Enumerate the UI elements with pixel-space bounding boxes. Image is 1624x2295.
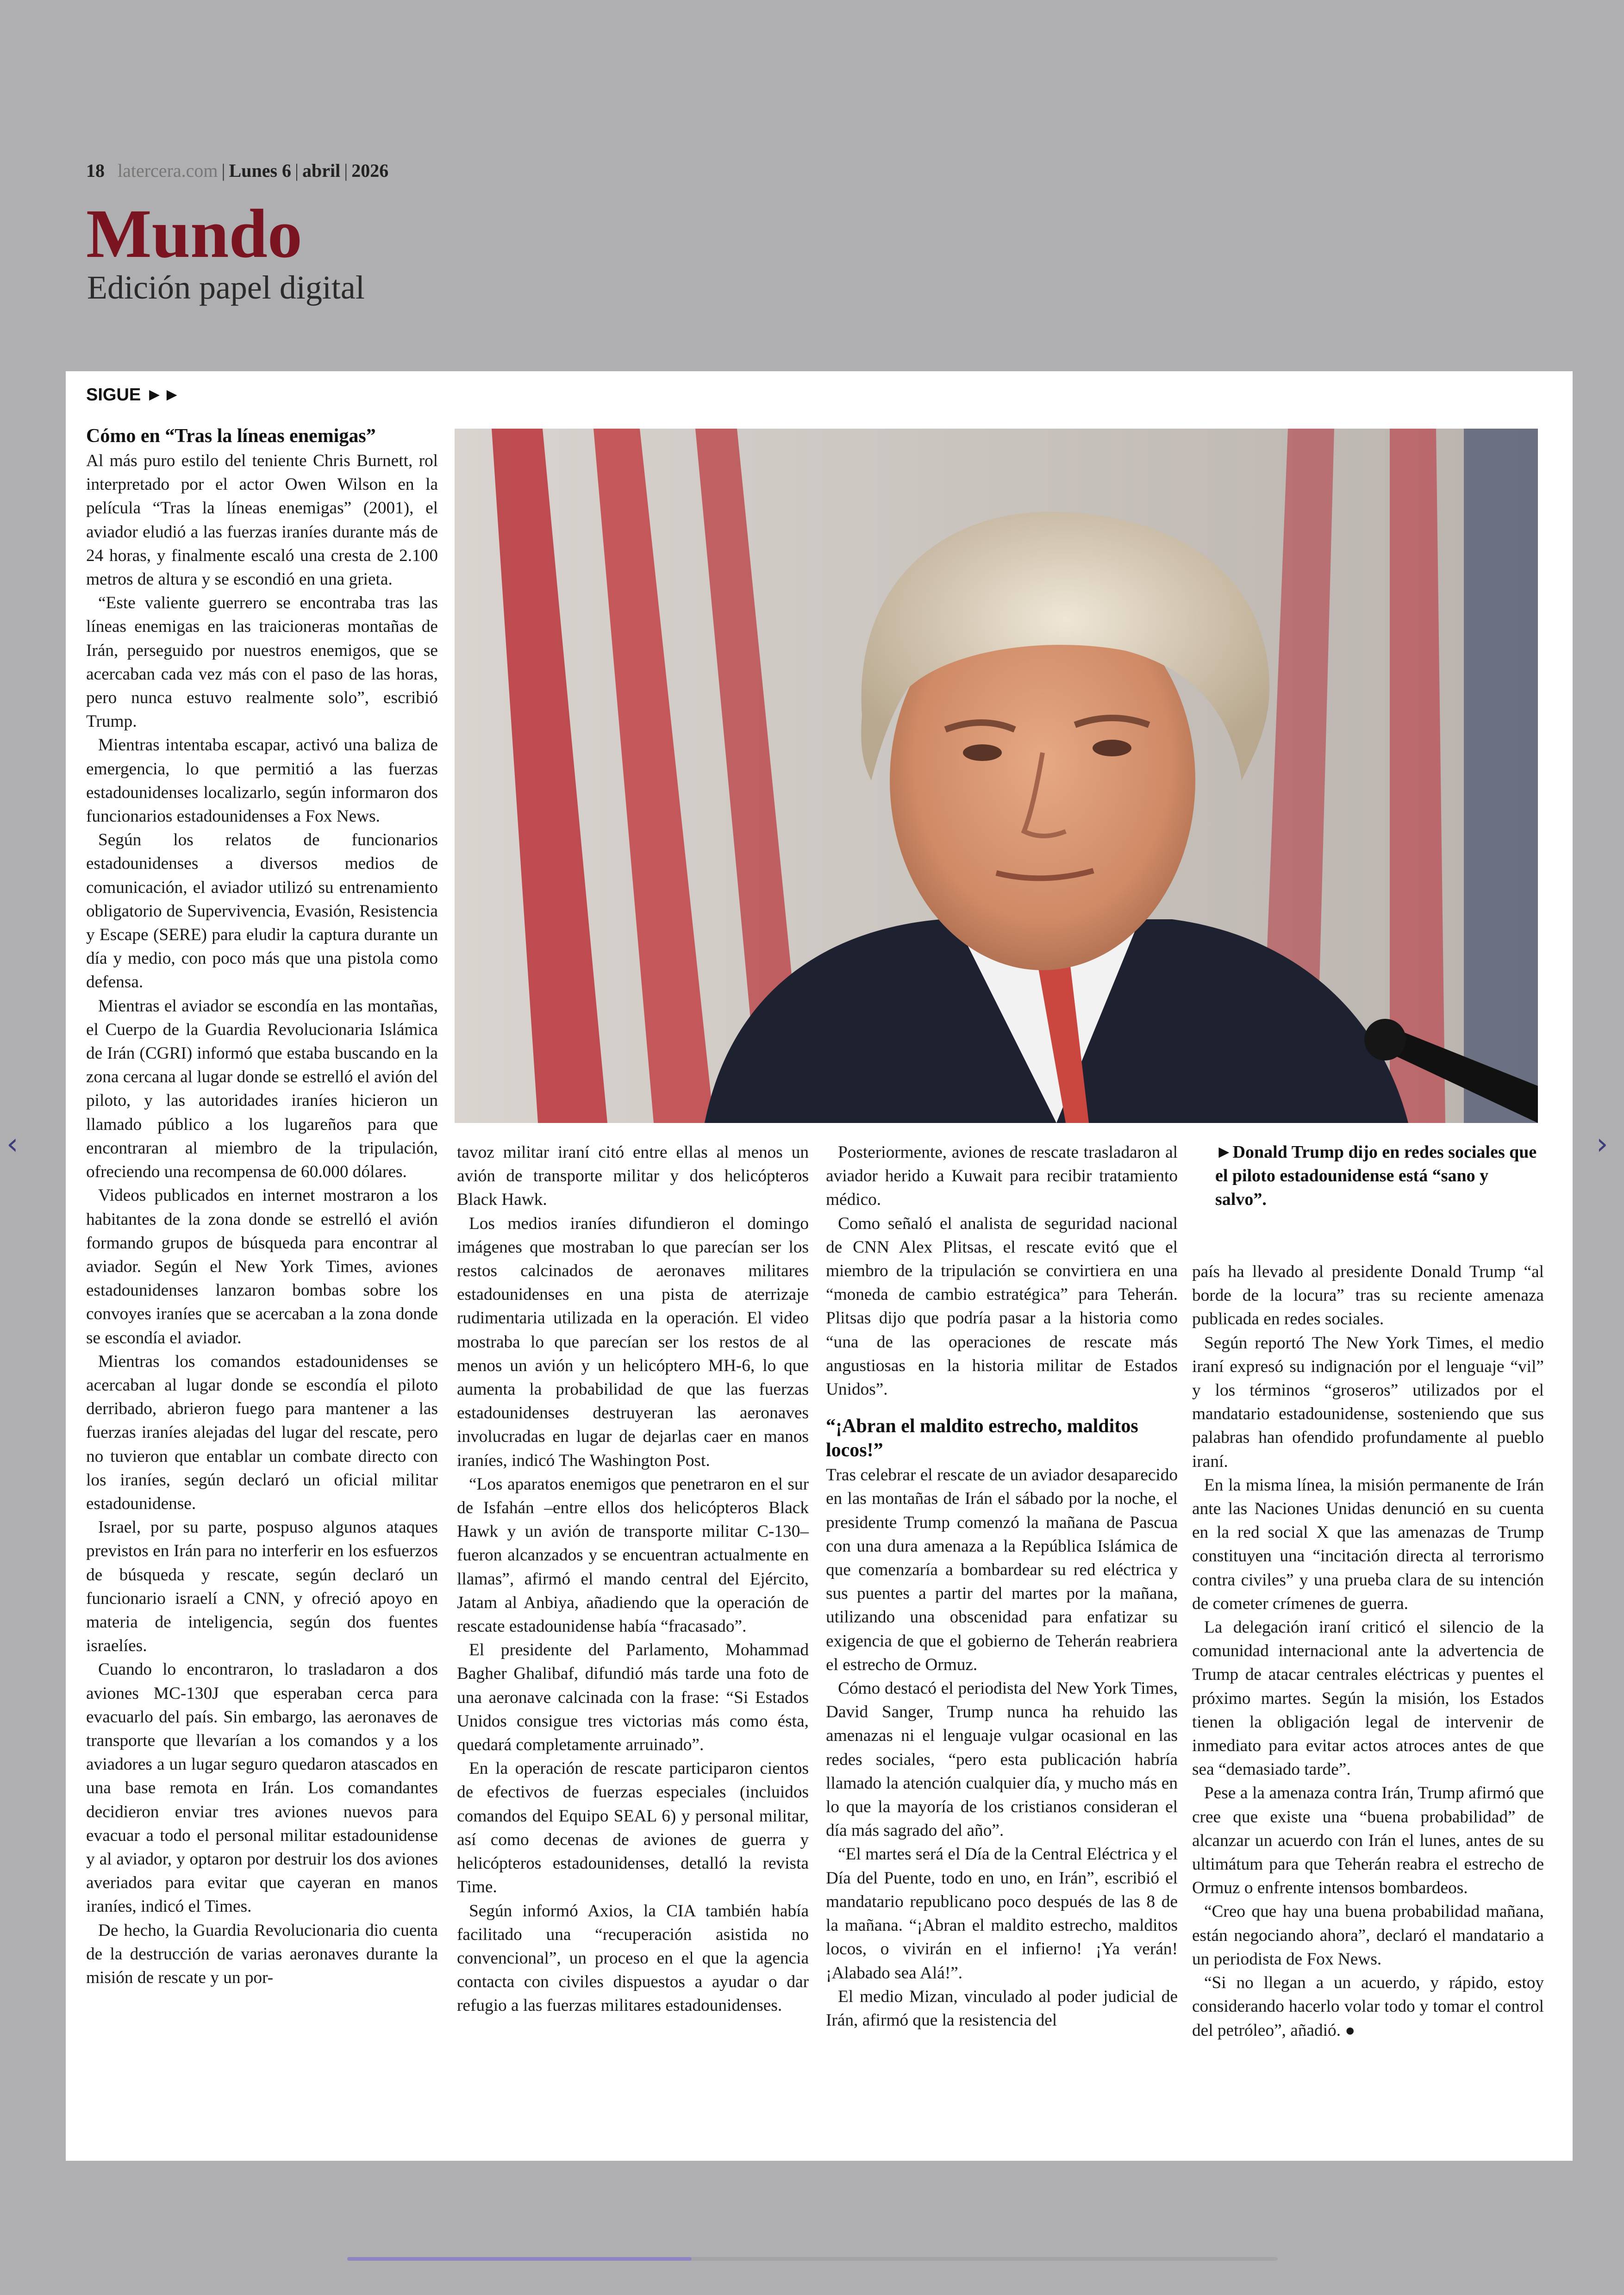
paragraph: Pese a la amenaza contra Irán, Trump afirmó que cree que existe una “buena probabilidad” de alcanzar un acuerdo con Irán el lunes, antes de su ultimátum para que Teherán reabra el estrecho de Ormuz o enfrente intensos bombardeos. (1192, 1784, 1544, 1898)
photo-illustration (455, 429, 1538, 1123)
paragraph: Al más puro estilo del teniente Chris Burnett, rol interpretado por el actor Owen Wilson en la película “Tras la líneas enemigas” (2001), el aviador eludió a las fuerzas iraníes durante más de 24 horas, y finalmente escaló una cresta de 2.100 metros de altura y se escondió en una grieta. (86, 451, 438, 589)
newspaper-page (66, 371, 1573, 2161)
page-number: 18 (86, 160, 105, 181)
section-subtitle: Edición papel digital (87, 269, 365, 306)
paragraph: Como señaló el analista de seguridad nacional de CNN Alex Plitsas, el rescate evitó que el miembro de la tripulación se convirtiera en una “moneda de cambio estratégica” para Teherán. Plitsas dijo que podría pasar a la historia como “una de las operaciones de rescate más angustiosas en la historia militar de Estados Unidos”. (826, 1214, 1178, 1399)
paragraph: El medio Mizan, vinculado al poder judicial de Irán, afirmó que la resistencia del (826, 1987, 1178, 2030)
paragraph: En la misma línea, la misión permanente de Irán ante las Naciones Unidas denunció en su cuenta en la red social X que las amenazas de Trump constituyen una “incitación directa al terrorismo contra civiles” y una prueba clara de su intención de cometer crímenes de guerra. (1192, 1475, 1544, 1613)
article-photo (455, 429, 1538, 1123)
photo-caption: ►Donald Trump dijo en redes sociales que el piloto estadounidense está “sano y salvo”. (1215, 1142, 1537, 1209)
paragraph: La delegación iraní criticó el silencio de la comunidad internacional ante la advertencia de Trump de atacar centrales eléctricas y puentes el próximo martes. Según la misión, los Estados tienen la obligación legal de intervenir de inmediato para evitar actos atroces antes de que sea “demasiado tarde”. (1192, 1618, 1544, 1779)
paragraph: Según los relatos de funcionarios estadounidenses a diversos medios de comunicación, el aviador utilizó su entrenamiento obligatorio de Supervivencia, Evasión, Resistencia y Escape (SERE) para eludir la captura durante un día y medio, con poco más que una pistola como defensa. (86, 830, 438, 992)
masthead (86, 160, 388, 181)
paragraph: Mientras el aviador se escondía en las montañas, el Cuerpo de la Guardia Revolucionaria Islámica de Irán (CGRI) informó que estaba buscando en la zona cercana al lugar donde se estrelló el avión del piloto, y las autoridades iraníes hicieron un llamado público a los lugareños para que encontraran al miembro de la tripulación, ofreciendo una recompensa de 60.000 dólares. (86, 996, 438, 1182)
paragraph: Según informó Axios, la CIA también había facilitado una “recuperación asistida no convencional”, un proceso en el que la agencia contacta con civiles dispuestos a ayudar o dar refugio a las fuerzas militares estadounidenses. (457, 1901, 809, 2015)
subheading-1: Cómo en “Tras la líneas enemigas” (86, 425, 376, 447)
subheading-2: “¡Abran el maldito estrecho, malditos locos!” (826, 1416, 1138, 1461)
paragraph: Cómo destacó el periodista del New York Times, David Sanger, Trump nunca ha rehuido las amenazas ni el lenguaje vulgar ocasional en las redes sociales, “pero esta publicación habría llamado la atención cualquier día, y mucho más en lo que la mayoría de los cristianos consideran el día más sagrado del año”. (826, 1679, 1178, 1840)
date-month: abril (302, 160, 341, 181)
paragraph (1192, 1971, 1544, 2042)
paragraph: Mientras los comandos estadounidenses se acercaban al lugar donde se escondía el piloto derribado, abrieron fuego para mantener a las fuerzas iraníes alejadas del lugar del rescate, pero no tuvieron que entablar un combate directo con los iraníes, según declaró un oficial militar estadounidense. (86, 1352, 438, 1513)
column-2 (457, 1141, 809, 2018)
chevron-left-icon[interactable]: ‹ (6, 1127, 19, 1161)
paragraph: “Creo que hay una buena probabilidad mañana, están negociando ahora”, declaró el mandatario a un periodista de Fox News. (1192, 1902, 1544, 1969)
column-3 (826, 1141, 1178, 2032)
kicker: SIGUE ►► (86, 385, 181, 405)
paragraph: Mientras intentaba escapar, activó una baliza de emergencia, lo que permitió a las fuerzas estadounidenses localizarlo, según informaron dos funcionarios estadounidenses a Fox News. (86, 736, 438, 826)
paragraph: Según reportó The New York Times, el medio iraní expresó su indignación por el lenguaje “vil” y los términos “groseros” utilizados por el mandatario estadounidense, sosteniendo que sus palabras han ofendido profundamente al pueblo iraní. (1192, 1333, 1544, 1471)
section-title: Mundo (86, 195, 302, 272)
paragraph: Posteriormente, aviones de rescate trasladaron al aviador herido a Kuwait para recibir tratamiento médico. (826, 1143, 1178, 1210)
end-mark: ● (1345, 2021, 1355, 2039)
paragraph: En la operación de rescate participaron cientos de efectivos de fuerzas especiales (incluidos comandos del Equipo SEAL 6) y personal militar, así como decenas de aviones de guerra y helicópteros estadounidenses, detalló la revista Time. (457, 1759, 809, 1897)
paragraph: Israel, por su parte, pospuso algunos ataques previstos en Irán para no interferir en los esfuerzos de búsqueda y rescate, según declaró un funcionario israelí a CNN, y ofreció apoyo en materia de inteligencia, según dos fuentes israelíes. (86, 1518, 438, 1656)
paragraph: El presidente del Parlamento, Mohammad Bagher Ghalibaf, difundió más tarde una foto de una aeronave calcinada con la frase: “Si Estados Unidos consigue tres victorias más como ésta, quedará completamente arruinado”. (457, 1640, 809, 1755)
date-day: Lunes 6 (229, 160, 292, 181)
chevron-right-icon[interactable]: › (1596, 1127, 1608, 1161)
column-1 (86, 424, 438, 1989)
paragraph: tavoz militar iraní citó entre ellas al menos un avión de transporte militar y dos helicópteros Black Hawk. (457, 1143, 809, 1210)
paragraph: “El martes será el Día de la Central Eléctrica y el Día del Puente, todo en uno, en Irán”, escribió el mandatario republicano poco después de las 8 de la mañana. “¡Abran el maldito estrecho, malditos locos, o vivirán en el infierno! ¡Ya verán! ¡Alabado sea Alá!”. (826, 1845, 1178, 1983)
paragraph: Cuando lo encontraron, lo trasladaron a dos aviones MC-130J que esperaban cerca para evacuarlo del país. Sin embargo, las aeronaves de transporte que llevarían a los comandos y a los aviadores a un lugar seguro quedaron atascados en una base remota en Irán. Los comandantes decidieron enviar tres aviones nuevos para evacuar a todo el personal militar estadounidense y al aviador, y optaron por destruir los dos aviones averiados para evitar que cayeran en manos iraníes, indicó el Times. (86, 1660, 438, 1916)
paragraph: Videos publicados en internet mostraron a los habitantes de la zona donde se estrelló el avión formando grupos de búsqueda para encontrar al aviador. Según el New York Times, aviones estadounidenses lanzaron bombas sobre los convoyes iraníes que se acercaban a la zona donde se escondía el aviador. (86, 1186, 438, 1347)
paragraph: “Los aparatos enemigos que penetraron en el sur de Isfahán –entre ellos dos helicópteros Black Hawk y un avión de transporte militar C-130– fueron alcanzados y se encuentran actualmente en llamas”, afirmó el mando central del Ejército, Jatam al Anbiya, añadiendo que la operación de rescate estadounidense había “fracasado”. (457, 1474, 809, 1636)
last-paragraph-text: “Si no llegan a un acuerdo, y rápido, estoy considerando hacerlo volar todo y tomar el control del petróleo”, añadió. (1192, 1973, 1544, 2040)
paragraph: De hecho, la Guardia Revolucionaria dio cuenta de la destrucción de varias aeronaves durante la misión de rescate y un por- (86, 1921, 438, 1987)
column-4 (1192, 1260, 1544, 2042)
date-year: 2026 (351, 160, 389, 181)
paragraph: Los medios iraníes difundieron el domingo imágenes que mostraban lo que parecían ser los restos calcinados de aeronaves militares estadounidenses en una pista de aterrizaje rudimentaria utilizada en la operación. El video mostraba lo que parecían ser los restos de al menos un avión y un helicóptero MH-6, lo que aumenta la probabilidad de que las fuerzas estadounidenses destruyeran las aeronaves involucradas en lugar de dejarlas caer en manos iraníes, indicó The Washington Post. (457, 1214, 809, 1470)
paragraph: país ha llevado al presidente Donald Trump “al borde de la locura” tras su reciente amenaza publicada en redes sociales. (1192, 1262, 1544, 1329)
reading-progress-fill (347, 2257, 692, 2261)
paragraph: “Este valiente guerrero se encontraba tras las líneas enemigas en las traicioneras montañas de Irán, perseguido por nuestros enemigos, que se acercaban cada vez más con el paso de las horas, pero nunca estuvo realmente solo”, escribió Trump. (86, 593, 438, 731)
page-meta: 18 latercera.com | Lunes 6 | abril | 2026 (86, 160, 389, 181)
reading-progress-bar[interactable] (347, 2257, 1278, 2261)
paragraph: Tras celebrar el rescate de un aviador desaparecido en las montañas de Irán el sábado por la noche, el presidente Trump comenzó la mañana de Pascua con una dura amenaza a la República Islámica de que comenzaría a bombardear su red eléctrica y sus puentes a partir del martes por la mañana, utilizando una obscenidad para enfatizar su exigencia de que el gobierno de Teherán reabriera el estrecho de Ormuz. (826, 1466, 1178, 1674)
site-name: latercera.com (118, 160, 218, 181)
